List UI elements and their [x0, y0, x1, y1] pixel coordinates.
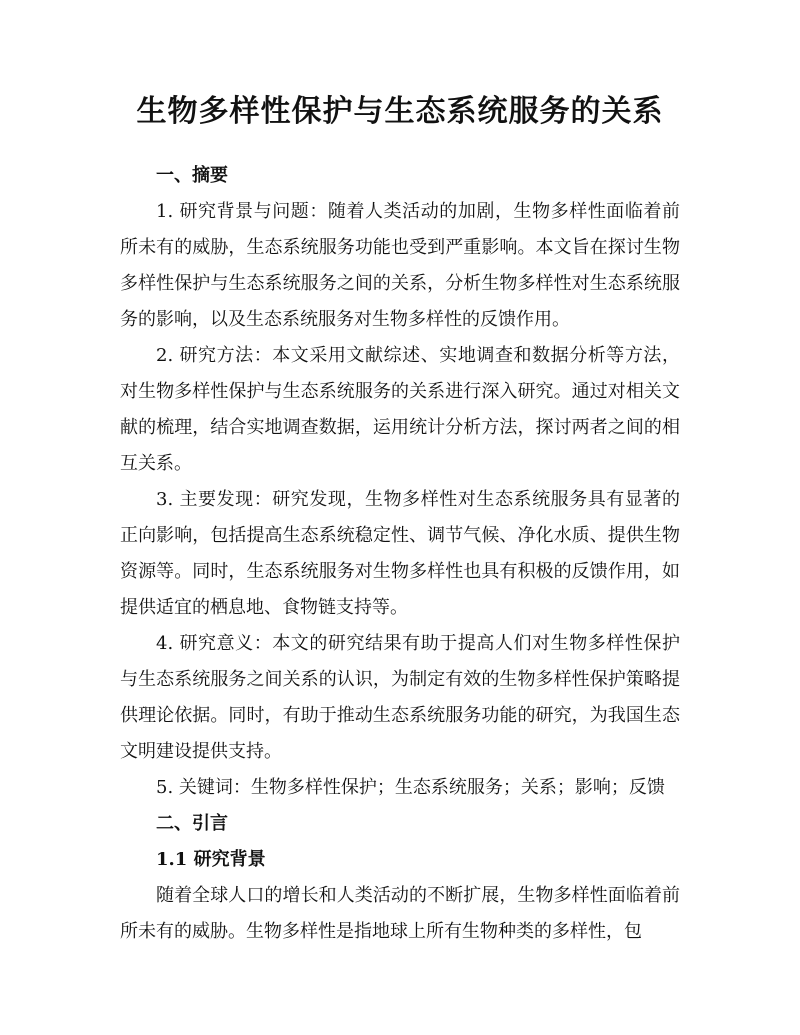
abstract-paragraph-background: 1. 研究背景与问题：随着人类活动的加剧，生物多样性面临着前所未有的威胁，生态系统服务功能也受到严重影响。本文旨在探讨生物多样性保护与生态系统服务之间的关系，分析生物多样性对生态系统服务的影响，以及生态系统服务对生物多样性的反馈作用。: [120, 201, 680, 330]
abstract-paragraph-keywords: 5. 关键词：生物多样性保护；生态系统服务；关系；影响；反馈: [156, 777, 665, 798]
section-heading-abstract: 一、摘要: [156, 165, 228, 186]
document-page: [120, 86, 680, 950]
section-heading-introduction: 二、引言: [156, 813, 228, 834]
document-title: 生物多样性保护与生态系统服务的关系: [136, 94, 664, 129]
abstract-paragraph-significance: 4. 研究意义：本文的研究结果有助于提高人们对生物多样性保护与生态系统服务之间关系的认识，为制定有效的生物多样性保护策略提供理论依据。同时，有助于推动生态系统服务功能的研究，为我国生态文明建设提供支持。: [120, 633, 680, 762]
subsection-heading-background: 1.1 研究背景: [156, 849, 266, 870]
abstract-paragraph-findings: 3. 主要发现：研究发现，生物多样性对生态系统服务具有显著的正向影响，包括提高生态系统稳定性、调节气候、净化水质、提供生物资源等。同时，生态系统服务对生物多样性也具有积极的反馈作用，如提供适宜的栖息地、食物链支持等。: [120, 489, 680, 618]
introduction-paragraph: 随着全球人口的增长和人类活动的不断扩展，生物多样性面临着前所未有的威胁。生物多样性是指地球上所有生物种类的多样性，包: [120, 885, 680, 942]
abstract-paragraph-methods: 2. 研究方法：本文采用文献综述、实地调查和数据分析等方法，对生物多样性保护与生态系统服务的关系进行深入研究。通过对相关文献的梳理，结合实地调查数据，运用统计分析方法，探讨两者之间的相互关系。: [120, 345, 680, 474]
